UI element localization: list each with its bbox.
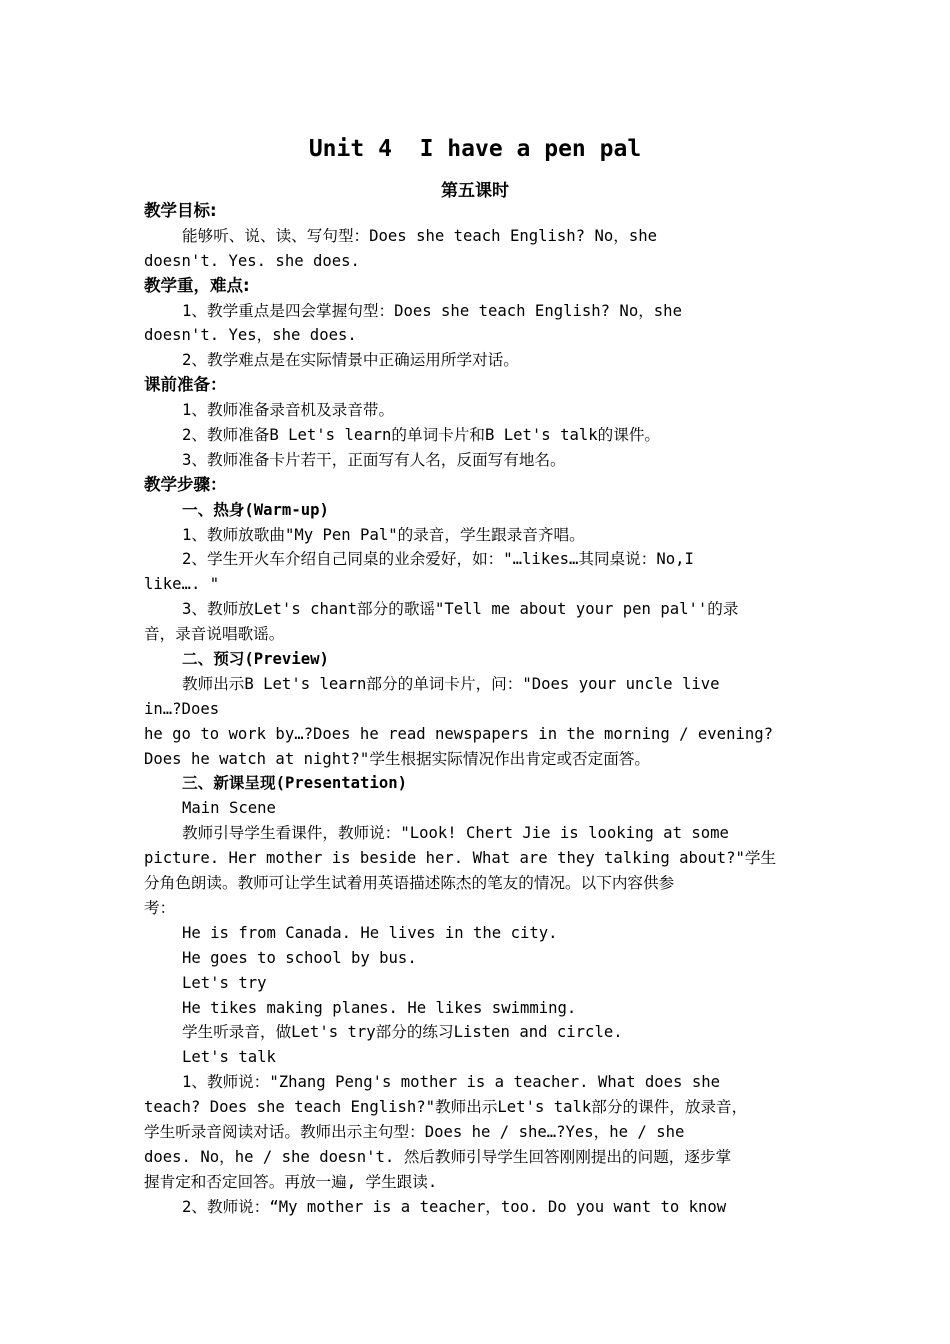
text-line: in…?Does: [144, 699, 220, 718]
text-line: 一、热身(Warm-up): [182, 500, 329, 519]
text-line: Let's try: [182, 973, 267, 992]
page-title: Unit 4 I have a pen pal: [308, 136, 642, 162]
text-line: Does he watch at night?"学生根据实际情况作出肯定或否定面答。: [144, 749, 651, 768]
text-line: He goes to school by bus.: [182, 948, 417, 967]
text-line: 三、新课呈现(Presentation): [182, 774, 407, 793]
page-subtitle: 第五课时: [441, 181, 509, 201]
text-line: 学生听录音阅读对话。教师出示主句型：Does he / she…?Yes，he / she: [144, 1122, 685, 1141]
text-line: 2、学生开火车介绍自己同桌的业余爱好，如："…likes…其同桌说：No,I: [182, 550, 694, 569]
section-heading: 教学步骤：: [144, 474, 227, 494]
text-line: 考：: [144, 898, 176, 917]
text-line: picture. Her mother is beside her. What are they talking about?"学生: [144, 849, 777, 868]
text-line: 二、预习(Preview): [182, 650, 329, 669]
text-line: 2、教师准备B Let's learn的单词卡片和B Let's talk的课件。: [182, 426, 661, 445]
text-line: 教师出示B Let's learn部分的单词卡片，问："Does your uncle live: [182, 674, 720, 693]
text-line: 3、教师准备卡片若干，正面写有人名，反面写有地名。: [182, 450, 566, 469]
section-heading: 课前准备：: [144, 375, 227, 395]
text-line: does. No，he / she doesn't. 然后教师引导学生回答刚刚提出的问题，逐步掌: [144, 1147, 732, 1166]
section-heading: 教学重，难点:: [144, 275, 250, 295]
text-line: like…. ": [144, 575, 220, 594]
text-line: He is from Canada. He lives in the city.: [182, 923, 558, 942]
text-line: He tikes making planes. He likes swimming.: [182, 998, 577, 1017]
text-line: Main Scene: [182, 799, 276, 818]
section-heading: 教学目标:: [144, 201, 217, 220]
text-line: 学生听录音，做Let's try部分的练习Listen and circle.: [182, 1023, 623, 1042]
text-line: doesn't. Yes. she does.: [144, 251, 360, 270]
text-line: 1、教师准备录音机及录音带。: [182, 401, 395, 420]
text-line: 能够听、说、读、写句型：Does she teach English? No，she: [182, 226, 657, 245]
document-body: [144, 199, 814, 1220]
text-line: 教师引导学生看课件，教师说："Look! Chert Jie is looking at some: [182, 824, 729, 843]
text-line: 握肯定和否定回答。再放一遍, 学生跟读.: [144, 1172, 438, 1191]
text-line: 3、教师放Let's chant部分的歌谣"Tell me about your pen pal''的录: [182, 600, 739, 619]
text-line: 1、教师放歌曲"My Pen Pal"的录音，学生跟录音齐唱。: [182, 525, 585, 544]
text-line: Let's talk: [182, 1048, 276, 1067]
text-line: 2、教学难点是在实际情景中正确运用所学对话。: [182, 351, 519, 370]
text-line: he go to work by…?Does he read newspapers in the morning / evening?: [144, 724, 774, 743]
text-line: teach? Does she teach English?"教师出示Let's talk部分的课件，放录音，: [144, 1098, 748, 1117]
text-line: doesn't. Yes，she does.: [144, 326, 357, 345]
text-line: 1、教学重点是四会掌握句型：Does she teach English? No，she: [182, 301, 682, 320]
text-line: 音，录音说唱歌谣。: [144, 625, 285, 644]
text-line: 分角色朗读。教师可让学生试着用英语描述陈杰的笔友的情况。以下内容供参: [144, 874, 675, 893]
text-line: 2、教师说：“My mother is a teacher，too. Do you want to know: [182, 1197, 727, 1216]
text-line: 1、教师说："Zhang Peng's mother is a teacher. What does she: [182, 1073, 720, 1092]
